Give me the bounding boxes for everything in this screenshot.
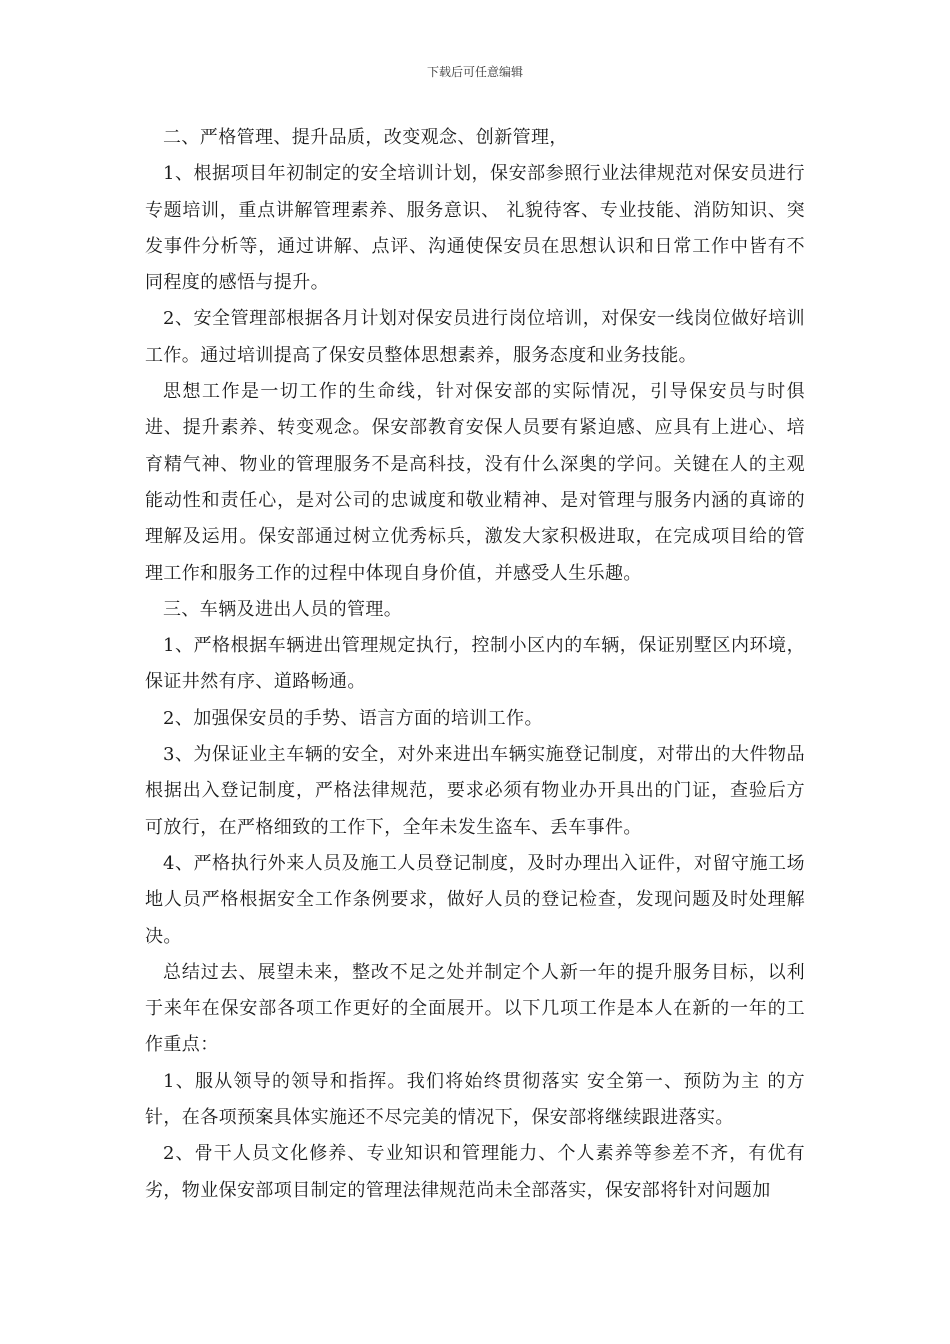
paragraph-ideological-work: 思想工作是一切工作的生命线，针对保安部的实际情况，引导保安员与时俱进、提升素养、转变观念。保安部教育安保人员要有紧迫感、应具有上进心、培育精气神、物业的管理服务不是高科技，没有什么深奥的学问。关键在人的主观能动性和责任心，是对公司的忠诚度和敬业精神、是对管理与服务内涵的真谛的理解及运用。保安部通过树立优秀标兵，激发大家积极进取，在完成项目给的管理工作和服务工作的过程中体现自身价值，并感受人生乐趣。: [145, 381, 805, 584]
paragraph-gesture-training: 2、加强保安员的手势、语言方面的培训工作。: [163, 707, 543, 729]
paragraph-vehicle-rules: 1、严格根据车辆进出管理规定执行，控制小区内的车辆，保证别墅区内环境，保证井然有序、道路畅通。: [145, 635, 805, 693]
paragraph-training-plan: 1、根据项目年初制定的安全培训计划，保安部参照行业法律规范对保安员进行专题培训，重点讲解管理素养、服务意识、 礼貌待客、专业技能、消防知识、突发事件分析等，通过讲解、点评、沟通使保安员在思想认识和日常工作中皆有不同程度的感悟与提升。: [145, 163, 805, 294]
paragraph-vehicle-registration: 3、为保证业主车辆的安全，对外来进出车辆实施登记制度，对带出的大件物品根据出入登记制度，严格法律规范，要求必须有物业办开具出的门证，查验后方可放行，在严格细致的工作下，全年未发生盗车、丢车事件。: [145, 744, 805, 838]
paragraph-post-training: 2、安全管理部根据各月计划对保安员进行岗位培训，对保安一线岗位做好培训工作。通过培训提高了保安员整体思想素养，服务态度和业务技能。: [145, 308, 805, 366]
paragraph-summary: 总结过去、展望未来，整改不足之处并制定个人新一年的提升服务目标，以利于来年在保安部各项工作更好的全面展开。以下几项工作是本人在新的一年的工作重点：: [145, 961, 805, 1056]
paragraph-focus-1: 1、服从领导的领导和指挥。我们将始终贯彻落实 安全第一、预防为主 的方针，在各项预案具体实施还不尽完美的情况下，保安部将继续跟进落实。: [145, 1070, 805, 1129]
paragraph-visitor-registration: 4、严格执行外来人员及施工人员登记制度，及时办理出入证件，对留守施工场地人员严格根据安全工作条例要求，做好人员的登记检查，发现问题及时处理解决。: [145, 852, 805, 947]
document-body: [145, 120, 805, 1209]
section-heading-2: 二、严格管理、提升品质，改变观念、创新管理，: [163, 127, 568, 148]
download-note: 下载后可任意编辑: [426, 65, 523, 79]
section-heading-3: 三、车辆及进出人员的管理。: [163, 598, 403, 620]
paragraph-focus-2: 2、骨干人员文化修养、专业知识和管理能力、个人素养等参差不齐，有优有劣，物业保安部项目制定的管理法律规范尚未全部落实，保安部将针对问题加: [145, 1143, 805, 1201]
